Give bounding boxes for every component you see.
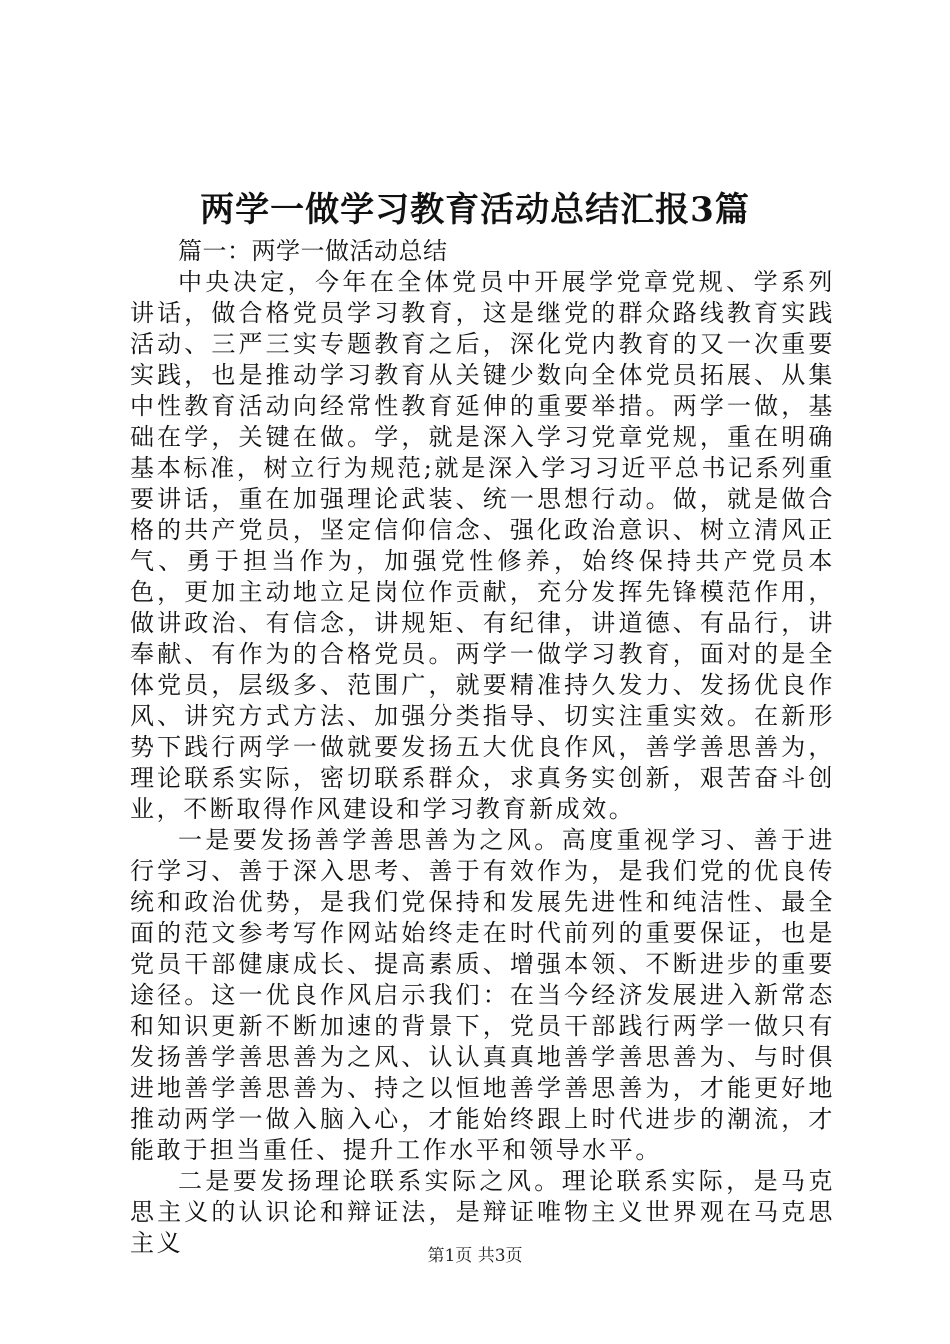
page-footer: 第1页 共3页	[427, 1246, 523, 1266]
section-subtitle: 篇一：两学一做活动总结	[178, 237, 448, 265]
body-paragraph: 中央决定，今年在全体党员中开展学党章党规、学系列讲话，做合格党员学习教育，这是继党的群众路线教育实践活动、三严三实专题教育之后，深化党内教育的又一次重要实践，也是推动学习教育从关键少数向全体党员拓展、从集中性教育活动向经常性教育延伸的重要举措。两学一做，基础在学，关键在做。学，就是深入学习党章党规，重在明确基本标准，树立行为规范;就是深入学习习近平总书记系列重要讲话，重在加强理论武装、统一思想行动。做，就是做合格的共产党员，坚定信仰信念、强化政治意识、树立清风正气、勇于担当作为，加强党性修养，始终保持共产党员本色，更加主动地立足岗位作贡献，充分发挥先锋模范作用，做讲政治、有信念，讲规矩、有纪律，讲道德、有品行，讲奉献、有作为的合格党员。两学一做学习教育，面对的是全体党员，层级多、范围广，就要精准持久发力、发扬优良作风、讲究方式方法、加强分类指导、切实注重实效。在新形势下践行两学一做就要发扬五大优良作风，善学善思善为，理论联系实际，密切联系群众，求真务实创新，艰苦奋斗创业，不断取得作风建设和学习教育新成效。	[130, 268, 835, 823]
body-paragraph: 二是要发扬理论联系实际之风。理论联系实际，是马克思主义的认识论和辩证法，是辩证唯物主义世界观在马克思主义	[130, 1167, 835, 1257]
document-body	[130, 236, 835, 1259]
document-title: 两学一做学习教育活动总结汇报3篇	[200, 190, 750, 230]
body-paragraph: 一是要发扬善学善思善为之风。高度重视学习、善于进行学习、善于深入思考、善于有效作为，是我们党的优良传统和政治优势，是我们党保持和发展先进性和纯洁性、最全面的范文参考写作网站始终走在时代前列的重要保证，也是党员干部健康成长、提高素质、增强本领、不断进步的重要途径。这一优良作风启示我们：在当今经济发展进入新常态和知识更新不断加速的背景下，党员干部践行两学一做只有发扬善学善思善为之风、认认真真地善学善思善为、与时俱进地善学善思善为、持之以恒地善学善思善为，才能更好地推动两学一做入脑入心，才能始终跟上时代进步的潮流，才能敢于担当重任、提升工作水平和领导水平。	[130, 826, 835, 1164]
